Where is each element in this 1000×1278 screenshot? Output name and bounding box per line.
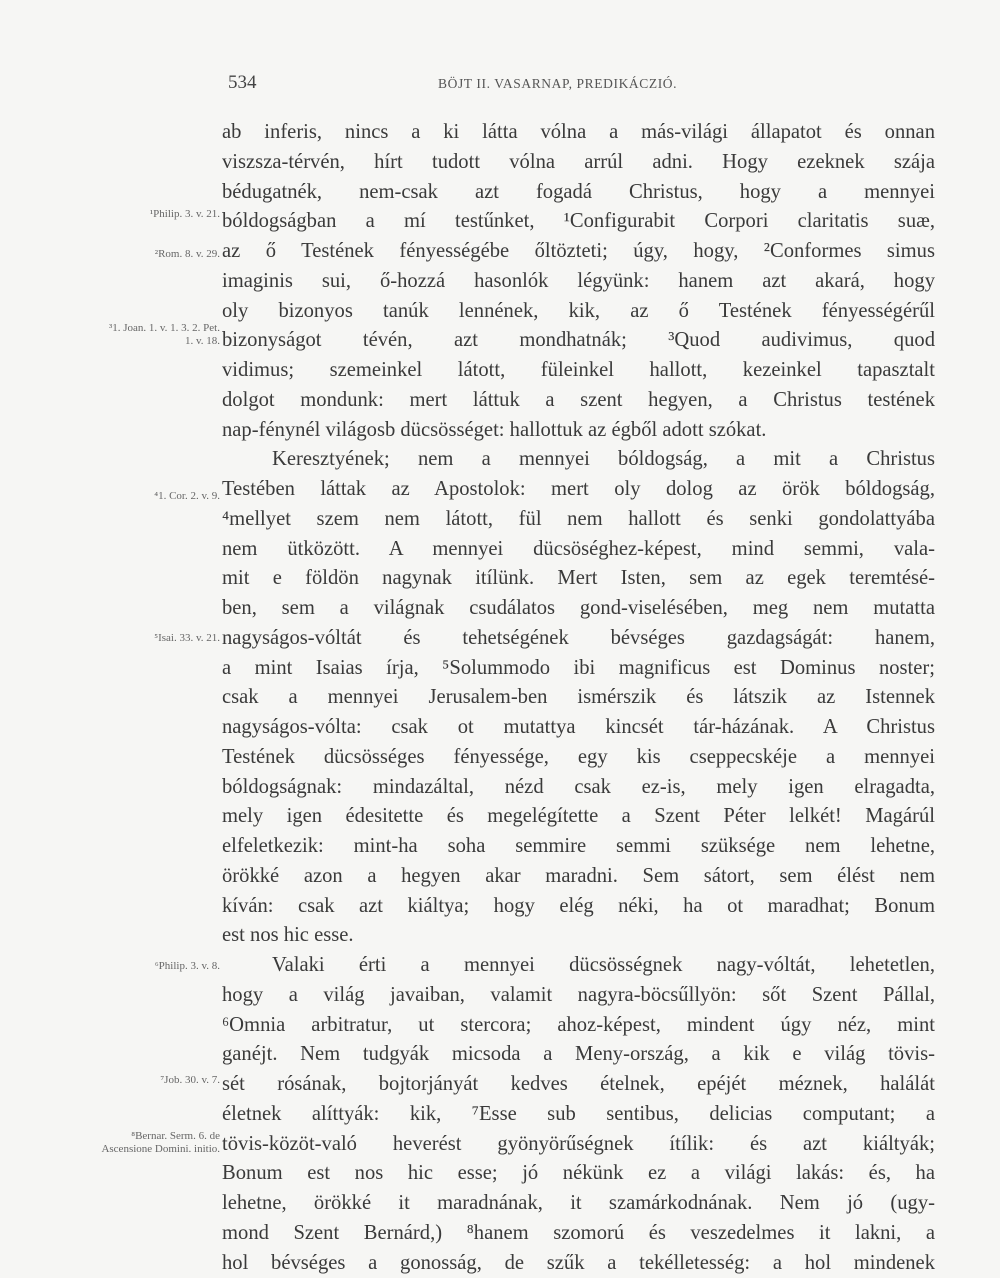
text-line: nagyságos-vólta: csak ot mutattya kincsét tár-házának. A Christus bbox=[222, 713, 935, 743]
text-line: mit e földön nagynak itílünk. Mert Isten, sem az egek teremtésé- bbox=[222, 564, 935, 594]
text-line: örökké azon a hegyen akar maradni. Sem sátort, sem élést nem bbox=[222, 862, 935, 892]
text-line: bizonyságot tévén, azt mondhatnák; ³Quod audivimus, quod bbox=[222, 326, 935, 356]
margin-note: ³1. Joan. 1. v. 1. 3. 2. Pet. 1. v. 18. bbox=[98, 322, 220, 347]
text-line: sét rósának, bojtorjányát kedves ételnek, epéjét méznek, halálát bbox=[222, 1070, 935, 1100]
running-head: BÖJT II. VASARNAP, PREDIKÁCZIÓ. bbox=[438, 76, 677, 92]
text-line: ⁶Omnia arbitratur, ut stercora; ahoz-képest, mindent úgy néz, mint bbox=[222, 1011, 935, 1041]
margin-note: ⁴1. Cor. 2. v. 9. bbox=[98, 490, 220, 503]
text-line: bédugatnék, nem-csak azt fogadá Christus, hogy a mennyei bbox=[222, 178, 935, 208]
text-line: dolgot mondunk: mert láttuk a szent hegyen, a Christus testének bbox=[222, 386, 935, 416]
text-line: ben, sem a világnak csudálatos gond-viselésében, meg nem mutatta bbox=[222, 594, 935, 624]
text-line: lehetne, örökké it maradnának, it szamárkodnának. Nem jó (ugy- bbox=[222, 1189, 935, 1219]
margin-note: ⁷Job. 30. v. 7. bbox=[98, 1074, 220, 1087]
margin-note: ¹Philip. 3. v. 21. bbox=[98, 208, 220, 221]
margin-note: ²Rom. 8. v. 29. bbox=[98, 248, 220, 261]
text-line: Testének dücsösséges fényessége, egy kis cseppecskéje a mennyei bbox=[222, 743, 935, 773]
text-line: tövis-közöt-való heverést gyönyörűségnek ítílik: és azt kiáltyák; bbox=[222, 1130, 935, 1160]
text-line: Valaki érti a mennyei dücsösségnek nagy-vóltát, lehetetlen, bbox=[222, 951, 935, 981]
text-line: bóldogságnak: mindazáltal, nézd csak ez-is, mely igen elragadta, bbox=[222, 773, 935, 803]
text-line: ab inferis, nincs a ki látta vólna a más-világi állapatot és onnan bbox=[222, 118, 935, 148]
margin-note: ⁵Isai. 33. v. 21. bbox=[98, 632, 220, 645]
text-line: csak a mennyei Jerusalem-ben ismérszik és látszik az Istennek bbox=[222, 683, 935, 713]
text-line: viszsza-térvén, hírt tudott vólna arrúl adni. Hogy ezeknek szája bbox=[222, 148, 935, 178]
text-line: ganéjt. Nem tudgyák micsoda a Meny-ország, a kik e világ tövis- bbox=[222, 1040, 935, 1070]
text-line: a mint Isaias írja, ⁵Solummodo ibi magnificus est Dominus noster; bbox=[222, 654, 935, 684]
text-line: est nos hic esse. bbox=[222, 921, 935, 951]
text-line: mond Szent Bernárd,) ⁸hanem szomorú és veszedelmes it lakni, a bbox=[222, 1219, 935, 1249]
text-line: Bonum est nos hic esse; jó nékünk ez a világi lakás: és, ha bbox=[222, 1159, 935, 1189]
text-line: ⁴mellyet szem nem látott, fül nem hallott és senki gondolattyába bbox=[222, 505, 935, 535]
text-line: az ő Testének fényességébe őltözteti; úgy, hogy, ²Conformes simus bbox=[222, 237, 935, 267]
text-line: bóldogságban a mí testűnket, ¹Configurabit Corpori claritatis suæ, bbox=[222, 207, 935, 237]
text-line: oly bizonyos tanúk lennének, kik, az ő Testének fényességérűl bbox=[222, 297, 935, 327]
text-line: kíván: csak azt kiáltya; hogy elég néki, ha ot maradhat; Bonum bbox=[222, 892, 935, 922]
text-line: nem ütközött. A mennyei dücsöséghez-képest, mind semmi, vala- bbox=[222, 535, 935, 565]
text-line: életnek alíttyák: kik, ⁷Esse sub sentibus, delicias computant; a bbox=[222, 1100, 935, 1130]
text-line: Testében láttak az Apostolok: mert oly dolog az örök bóldogság, bbox=[222, 475, 935, 505]
margin-note: ⁸Bernar. Serm. 6. de Ascensione Domini. initio. bbox=[98, 1130, 220, 1155]
text-line: mely igen édesitette és megelégítette a Szent Péter lelkét! Magárúl bbox=[222, 802, 935, 832]
text-line: elfeletkezik: mint-ha soha semmire semmi szüksége nem lehetne, bbox=[222, 832, 935, 862]
page-number: 534 bbox=[228, 72, 257, 94]
text-line: Keresztyének; nem a mennyei bóldogság, a mit a Christus bbox=[222, 445, 935, 475]
margin-note: ⁶Philip. 3. v. 8. bbox=[98, 960, 220, 973]
text-line: hol bévséges a gonosság, de szűk a tekélletesség: a hol mindenek bbox=[222, 1249, 935, 1278]
text-line: hogy a világ javaiban, valamit nagyra-böcsűllyön: sőt Szent Pállal, bbox=[222, 981, 935, 1011]
text-line: nap-fénynél világosb dücsösséget: hallottuk az égből adott szókat. bbox=[222, 416, 935, 446]
text-line: nagyságos-vóltát és tehetségének bévséges gazdagságát: hanem, bbox=[222, 624, 935, 654]
body-text bbox=[222, 118, 935, 1278]
text-line: imaginis sui, ő-hozzá hasonlók légyünk: hanem azt akará, hogy bbox=[222, 267, 935, 297]
text-line: vidimus; szemeinkel látott, füleinkel hallott, kezeinkel tapasztalt bbox=[222, 356, 935, 386]
